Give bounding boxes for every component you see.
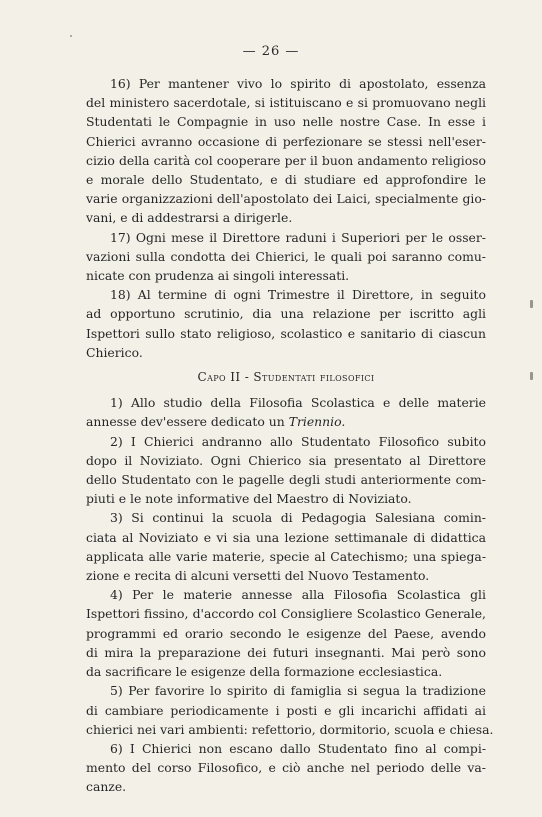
paper-speck [530,300,533,308]
text-line: chierici nei vari ambienti: refettorio, dormitorio, scuola e chiesa. [86,721,494,737]
text-line: nicate con prudenza ai singoli interessati. [86,268,350,284]
text-line: varie organizzazioni dell'apostolato dei Laici, specialmente gio- [86,191,486,207]
paragraph-17 [86,228,486,286]
page-number: — 26 — [242,44,300,59]
chapter-paragraph-3 [86,508,486,585]
text-line: vani, e di addestrarsi a dirigerle. [86,210,293,226]
text-line: 5) Per favorire lo spirito di famiglia si segua la tradizione [110,683,486,699]
paper-speck [530,372,533,380]
paper-speck [70,35,72,37]
chapter-paragraph-5 [86,681,494,739]
text-line: applicata alle varie materie, specie al Catechismo; una spiega- [86,548,486,564]
text-line: di cambiare periodicamente i posti e gli incarichi affidati ai [86,702,486,718]
text-line: programmi ed orario secondo le esigenze del Paese, avendo [86,625,486,641]
text-line: cizio della carità col cooperare per il buon andamento religioso [86,152,486,168]
text-segment: annesse dev'essere dedicato un [86,414,289,430]
text-line: ciata al Noviziato e vi sia una lezione settimanale di didattica [86,529,486,545]
text-line: 2) I Chierici andranno allo Studentato Filosofico subito [110,433,486,449]
text-line: Studentati le Compagnie in uso nelle nostre Case. In esse i [86,114,486,130]
text-line: vazioni sulla condotta dei Chierici, le quali poi saranno comu- [86,248,486,264]
text-line: Chierici avranno occasione di perfezionare se stessi nell'eser- [86,133,486,149]
text-line: zione e recita di alcuni versetti del Nuovo Testamento. [86,568,430,584]
text-line: 18) Al termine di ogni Trimestre il Direttore, in seguito [110,287,486,303]
text-line: Ispettori fissino, d'accordo col Consigliere Scolastico Generale, [86,606,486,622]
text-line: del ministero sacerdotale, si istituiscano e si promuovano negli [86,95,486,111]
text-line: da sacrificare le esigenze della formazione ecclesiastica. [86,664,443,680]
italic-text: Triennio. [288,414,346,430]
text-line: mento del corso Filosofico, e ciò anche nel periodo delle va- [86,760,486,776]
text-line: dello Studentato con le pagelle degli studi anteriormente com- [86,472,486,488]
text-line: 3) Si continui la scuola di Pedagogia Salesiana comin- [110,510,486,526]
text-line: e morale dello Studentato, e di studiare ed approfondire le [86,172,486,188]
text-line: dopo il Noviziato. Ogni Chierico sia presentato al Direttore [86,452,486,468]
body-text [86,74,494,797]
text-line: di mira la preparazione dei futuri insegnanti. Mai però sono [86,644,486,660]
text-line: ad opportuno scrutinio, dia una relazione per iscritto agli [86,306,486,322]
chapter-paragraph-1 [86,393,486,431]
text-line: 4) Per le materie annesse alla Filosofia Scolastica gli [110,587,486,603]
text-line: piuti e le note informative del Maestro di Noviziato. [86,491,412,507]
chapter-heading: Capo II - Studentati filosofici [197,370,375,385]
text-line: Ispettori sullo stato religioso, scolastico e sanitario di ciascun [86,325,486,341]
text-line: canze. [86,779,127,795]
chapter-paragraph-2 [86,432,486,509]
chapter-paragraph-4 [86,585,486,681]
text-line: 16) Per mantener vivo lo spirito di apostolato, essenza [110,76,486,91]
text-line: 6) I Chierici non escano dallo Studentato fino al compi- [110,740,486,756]
paragraph-18 [86,285,486,362]
text-line: 1) Allo studio della Filosofia Scolastica e delle materie [110,395,486,411]
text-line [86,412,486,431]
text-line: Chierico. [86,344,143,360]
text-line: 17) Ogni mese il Direttore raduni i Superiori per le osser- [110,229,486,245]
chapter-paragraph-6 [86,739,486,797]
paragraph-16 [86,74,486,228]
